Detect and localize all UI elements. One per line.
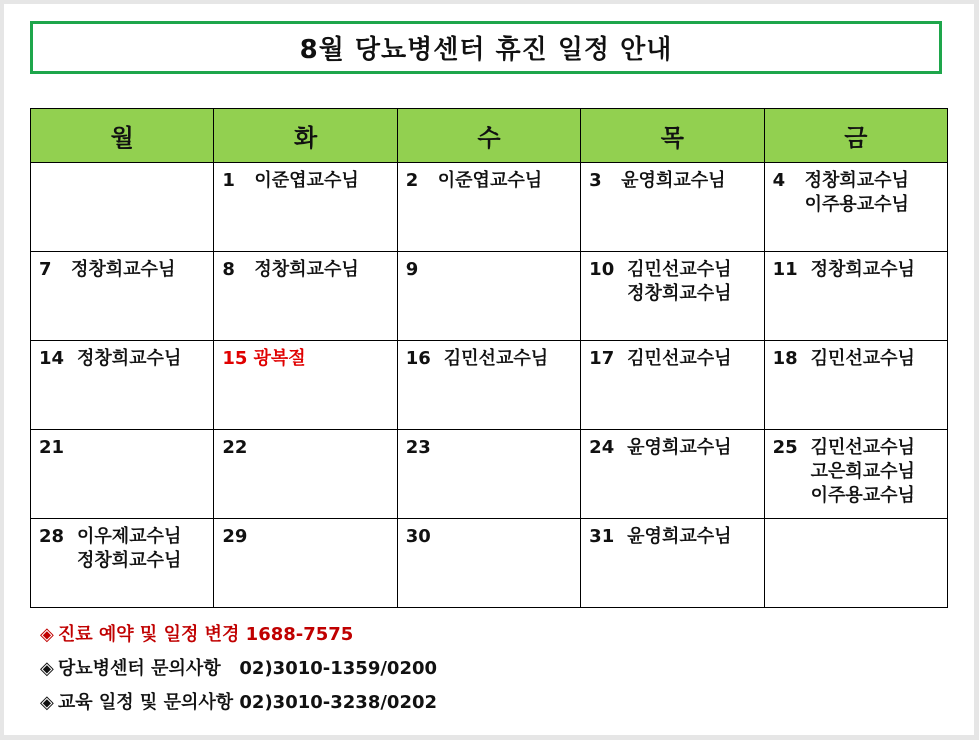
doctor-name: 정창희교수님 xyxy=(77,348,182,369)
weekday-header-wed: 수 xyxy=(397,109,580,163)
doctor-name: 정창희교수님 xyxy=(810,259,915,280)
day-number: 8 xyxy=(222,259,235,280)
note-center xyxy=(40,652,437,686)
day-number: 11 xyxy=(772,259,798,280)
week-row xyxy=(31,519,948,608)
schedule-table xyxy=(30,108,948,608)
page-title: 8월 당뇨병센터 휴진 일정 안내 xyxy=(299,35,673,65)
day-number: 24 xyxy=(589,437,615,458)
day-cell xyxy=(764,252,947,341)
weekday-header-tue: 화 xyxy=(214,109,397,163)
week-row xyxy=(31,430,948,519)
doctor-name: 김민선교수님 xyxy=(810,348,915,369)
day-cell xyxy=(31,341,214,430)
day-cell xyxy=(31,519,214,608)
day-number: 16 xyxy=(405,348,431,369)
doctor-name: 정창희교수님 xyxy=(627,283,732,304)
day-cell xyxy=(581,341,764,430)
document-page xyxy=(4,4,974,735)
day-number: 29 xyxy=(222,526,248,547)
day-cell xyxy=(581,163,764,252)
doctor-name: 이준엽교수님 xyxy=(254,170,359,191)
day-number: 31 xyxy=(589,526,615,547)
day-number: 3 xyxy=(589,170,602,191)
contact-notes xyxy=(40,618,437,720)
day-cell xyxy=(31,163,214,252)
doctor-name: 이주용교수님 xyxy=(810,485,915,506)
note-booking xyxy=(40,618,437,652)
week-row xyxy=(31,163,948,252)
day-cell xyxy=(397,341,580,430)
weekday-header-thu: 목 xyxy=(581,109,764,163)
day-number: 22 xyxy=(222,437,248,458)
doctor-name: 윤영희교수님 xyxy=(621,170,726,191)
diamond-bullet-icon: ◈ xyxy=(40,624,54,645)
day-cell xyxy=(214,252,397,341)
note-education-text: 교육 일정 및 문의사항 02)3010-3238/0202 xyxy=(57,692,438,713)
doctor-name: 김민선교수님 xyxy=(443,348,549,369)
day-cell xyxy=(31,252,214,341)
day-number: 14 xyxy=(39,348,65,369)
day-number: 18 xyxy=(772,348,798,369)
doctor-name: 이주용교수님 xyxy=(804,194,909,215)
day-cell-holiday xyxy=(214,341,397,430)
day-number: 4 xyxy=(772,170,786,191)
day-number: 1 xyxy=(222,170,235,191)
day-number: 30 xyxy=(405,526,431,547)
doctor-name: 이준엽교수님 xyxy=(437,170,543,191)
diamond-bullet-icon: ◈ xyxy=(40,692,54,713)
day-cell xyxy=(397,252,580,341)
day-cell xyxy=(214,163,397,252)
day-number: 15 xyxy=(222,348,248,369)
title-box xyxy=(30,21,942,74)
doctor-name: 김민선교수님 xyxy=(810,437,915,458)
doctor-name: 이우제교수님 xyxy=(77,526,182,547)
day-cell xyxy=(764,341,947,430)
weekday-header-row xyxy=(31,109,948,163)
day-number: 28 xyxy=(39,526,65,547)
day-cell xyxy=(214,430,397,519)
day-cell xyxy=(764,519,947,608)
note-center-text: 당뇨병센터 문의사항 02)3010-1359/0200 xyxy=(57,658,438,679)
doctor-name: 윤영희교수님 xyxy=(627,526,732,547)
day-cell xyxy=(397,163,580,252)
day-cell xyxy=(764,163,947,252)
doctor-name: 정창희교수님 xyxy=(804,170,909,191)
holiday-label: 광복절 xyxy=(253,348,306,369)
day-cell xyxy=(764,430,947,519)
week-row xyxy=(31,341,948,430)
doctor-name: 정창희교수님 xyxy=(77,550,182,571)
diamond-bullet-icon: ◈ xyxy=(40,658,54,679)
day-number: 9 xyxy=(405,259,419,280)
day-number: 7 xyxy=(39,259,52,280)
doctor-name: 고은희교수님 xyxy=(810,461,915,482)
doctor-name: 김민선교수님 xyxy=(627,348,732,369)
day-cell xyxy=(397,519,580,608)
day-number: 23 xyxy=(405,437,431,458)
weekday-header-mon: 월 xyxy=(31,109,214,163)
day-number: 25 xyxy=(772,437,798,458)
note-booking-text: 진료 예약 및 일정 변경 1688-7575 xyxy=(57,624,354,645)
doctor-name: 김민선교수님 xyxy=(627,259,732,280)
doctor-name: 정창희교수님 xyxy=(254,259,359,280)
day-cell xyxy=(214,519,397,608)
doctor-name: 정창희교수님 xyxy=(71,259,176,280)
day-cell xyxy=(581,252,764,341)
weekday-header-fri: 금 xyxy=(764,109,947,163)
day-number: 2 xyxy=(405,170,419,191)
day-cell xyxy=(581,519,764,608)
day-cell xyxy=(31,430,214,519)
day-cell xyxy=(581,430,764,519)
day-number: 10 xyxy=(589,259,615,280)
note-education xyxy=(40,686,437,720)
day-number: 21 xyxy=(39,437,65,458)
week-row xyxy=(31,252,948,341)
day-number: 17 xyxy=(589,348,615,369)
doctor-name: 윤영희교수님 xyxy=(627,437,732,458)
day-cell xyxy=(397,430,580,519)
